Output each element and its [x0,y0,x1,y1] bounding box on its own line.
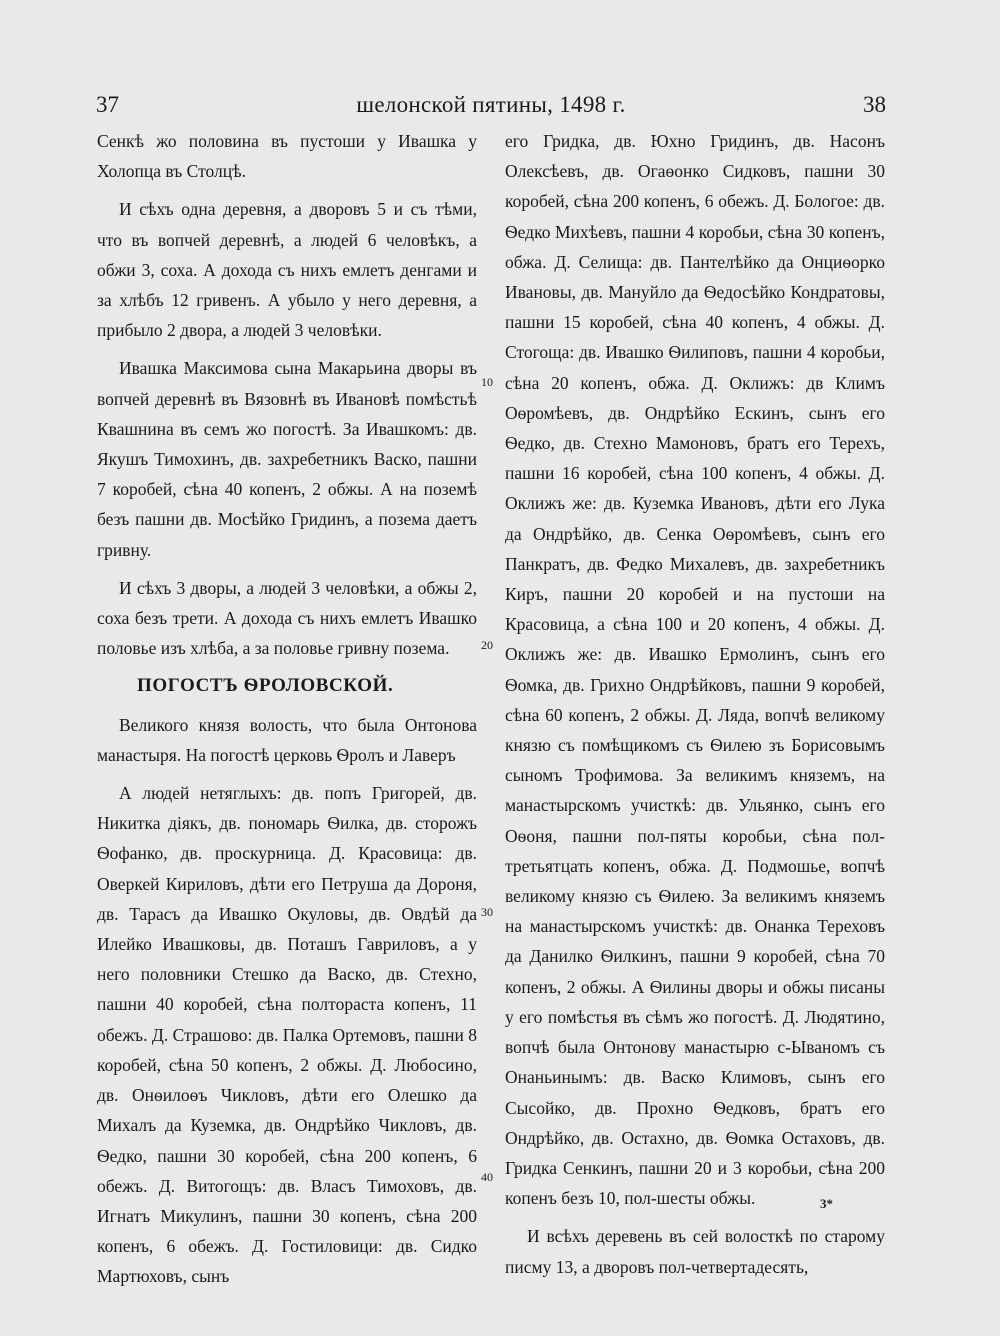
running-header [96,92,886,124]
page-number-right: 38 [863,92,886,117]
paragraph: Сенкѣ жо половина въ пустоши у Ивашка у Холопца въ Столцѣ. [97,131,477,182]
page-number-left: 37 [96,92,119,117]
line-number: 30 [481,905,493,919]
paragraph: А людей нетяглыхъ: дв. попъ Григорей, дв. Никитка дiякъ, дв. пономарь Ѳилка, дв. сторожъ Ѳофанко, дв. проскурница. Д. Красовица: дв. Оверкей Кириловъ, дѣти его Петруша да Дороня, дв. Тарасъ да Ивашко Окуловы, дв. Овдѣй да Илейко Ивашковы, дв. Поташъ Гавриловъ, а у него половники Стешко да Васко, дв. Стехно, пашни 40 коробей, сѣна полтораста копенъ, 11 обежъ. Д. Страшово: дв. Палка Ортемовъ, пашни 8 коробей, сѣна 50 копенъ, 2 обжы. Д. Любосино, дв. Онѳилоѳъ Чикловъ, дѣти его Олешко да Михалъ да Куземка, дв. Ондрѣйко Чикловъ, дв. Ѳедко, пашни 30 коробей, сѣна 200 копенъ, 6 обежъ. Д. Витогощъ: дв. Власъ Тимоховъ, дв. Игнатъ Микулинъ, пашни 30 копенъ, сѣна 200 копенъ, 6 обежъ. Д. Гостиловици: дв. Сидко Мартюховъ, сынъ [97,783,477,1287]
signature-mark: 3* [820,1196,833,1211]
right-column [505,126,885,1290]
running-title: шелонской пятины, 1498 г. [356,92,626,117]
line-number: 10 [481,375,493,389]
paragraph: И сѣхъ одна деревня, а дворовъ 5 и съ тѣми, что въ вопчей деревнѣ, а людей 6 человѣкъ, а обжи 3, соха. А дохода съ нихъ емлетъ денгами и за хлѣбъ 12 гривенъ. А убыло у него деревня, а прибыло 2 двора, а людей 3 человѣки. [97,199,477,341]
section-heading: ПОГОСТЪ ѲРОЛОВСКОЙ. [137,675,394,697]
paragraph: И всѣхъ деревень въ сей волосткѣ по старому писму 13, а дворовъ пол-четвертадесять, [505,1226,885,1277]
paragraph: Великого князя волость, что была Онтонова манастыря. На погостѣ церковь Ѳролъ и Лаверъ [97,714,477,765]
paragraph: И сѣхъ 3 дворы, а людей 3 человѣки, а обжы 2, соха безъ трети. А дохода съ нихъ емлетъ Ивашко половье изъ хлѣба, а за половье гривну позема. [97,577,477,659]
paragraph: его Гридка, дв. Юхно Гридинъ, дв. Насонъ Олексѣевъ, дв. Огаѳонко Сидковъ, пашни 30 коробей, сѣна 200 копенъ, 6 обежъ. Д. Бологое: дв. Ѳедко Михѣевъ, пашни 4 коробьи, сѣна 30 копенъ, обжа. Д. Селища: дв. Пантелѣйко да Онциѳорко Ивановы, дв. Мануйло да Ѳедосѣйко Кондратовы, пашни 15 коробей, сѣна 40 копенъ, 4 обжы. Д. Стогоща: дв. Ивашко Ѳилиповъ, пашни 4 коробьи, сѣна 20 копенъ, обжа. Д. Оклижъ: дв Климъ Оѳромѣевъ, дв. Ондрѣйко Ескинъ, сынъ его Ѳедко, дв. Стехно Мамоновъ, братъ его Терехъ, пашни 16 коробей, сѣна 100 копенъ, 4 обжы. Д. Оклижъ же: дв. Куземка Ивановъ, дѣти его Лука да Ондрѣйко, дв. Сенка Оѳромѣевъ, сынъ его Панкратъ, дв. Федко Михалевъ, дв. захребетникъ Киръ, пашни 20 коробей и на пустоши на Красовица, а сѣна 100 и 20 копенъ, 4 обжы. Д. Оклижъ же: дв. Ивашко Ермолинъ, сынъ его Ѳомка, дв. Грихно Ондрѣйковъ, пашни 9 коробей, сѣна 60 копенъ, 2 обжы. Д. Ляда, вопчѣ великому князю съ помѣщикомъ съ Ѳилею зъ Борисовымъ сыномъ Трофимова. За великимъ княземъ, на манастырскомъ учисткѣ: дв. Ульянко, сынъ его Оѳоня, пашни пол-пяты коробьи, сѣна пол-третьятцать копенъ, обжа. Д. Подмошье, вопчѣ великому князю съ Ѳилею. За великимъ княземъ на манастырскомъ учисткѣ: дв. Онанка Тереховъ да Данилко Ѳилкинъ, пашни 9 коробей, сѣна 70 копенъ, 2 обжы. А Ѳилины дворы и обжы писаны у его помѣстья въ сѣмъ жо погостѣ. Д. Людятино, вопчѣ была Онтонову манастырю с-Ываномъ съ Онаньинымъ: дв. Васко Климовъ, сынъ его Сысойко, дв. Прохно Ѳедковъ, братъ его Ондрѣйко, дв. Остахно, дв. Ѳомка Остаховъ, дв. Гридка Сенкинъ, пашни 20 и 3 коробьи, сѣна 200 копенъ безъ 10, пол-шесты обжы. [505,131,885,1209]
paragraph: Ивашка Максимова сына Макарьина дворы въ вопчей деревнѣ въ Вязовнѣ въ Ивановѣ помѣстьѣ Квашнина въ семъ жо погостѣ. За Ивашкомъ: дв. Якушъ Тимохинъ, дв. захребетникъ Васко, пашни 7 коробей, сѣна 40 копенъ, 2 обжы. А на поземѣ безъ пашни дв. Мосѣйко Гридинъ, а позема даетъ гривну. [97,358,477,560]
line-number: 20 [481,638,493,652]
left-column [97,126,477,1300]
line-number: 40 [481,1170,493,1184]
